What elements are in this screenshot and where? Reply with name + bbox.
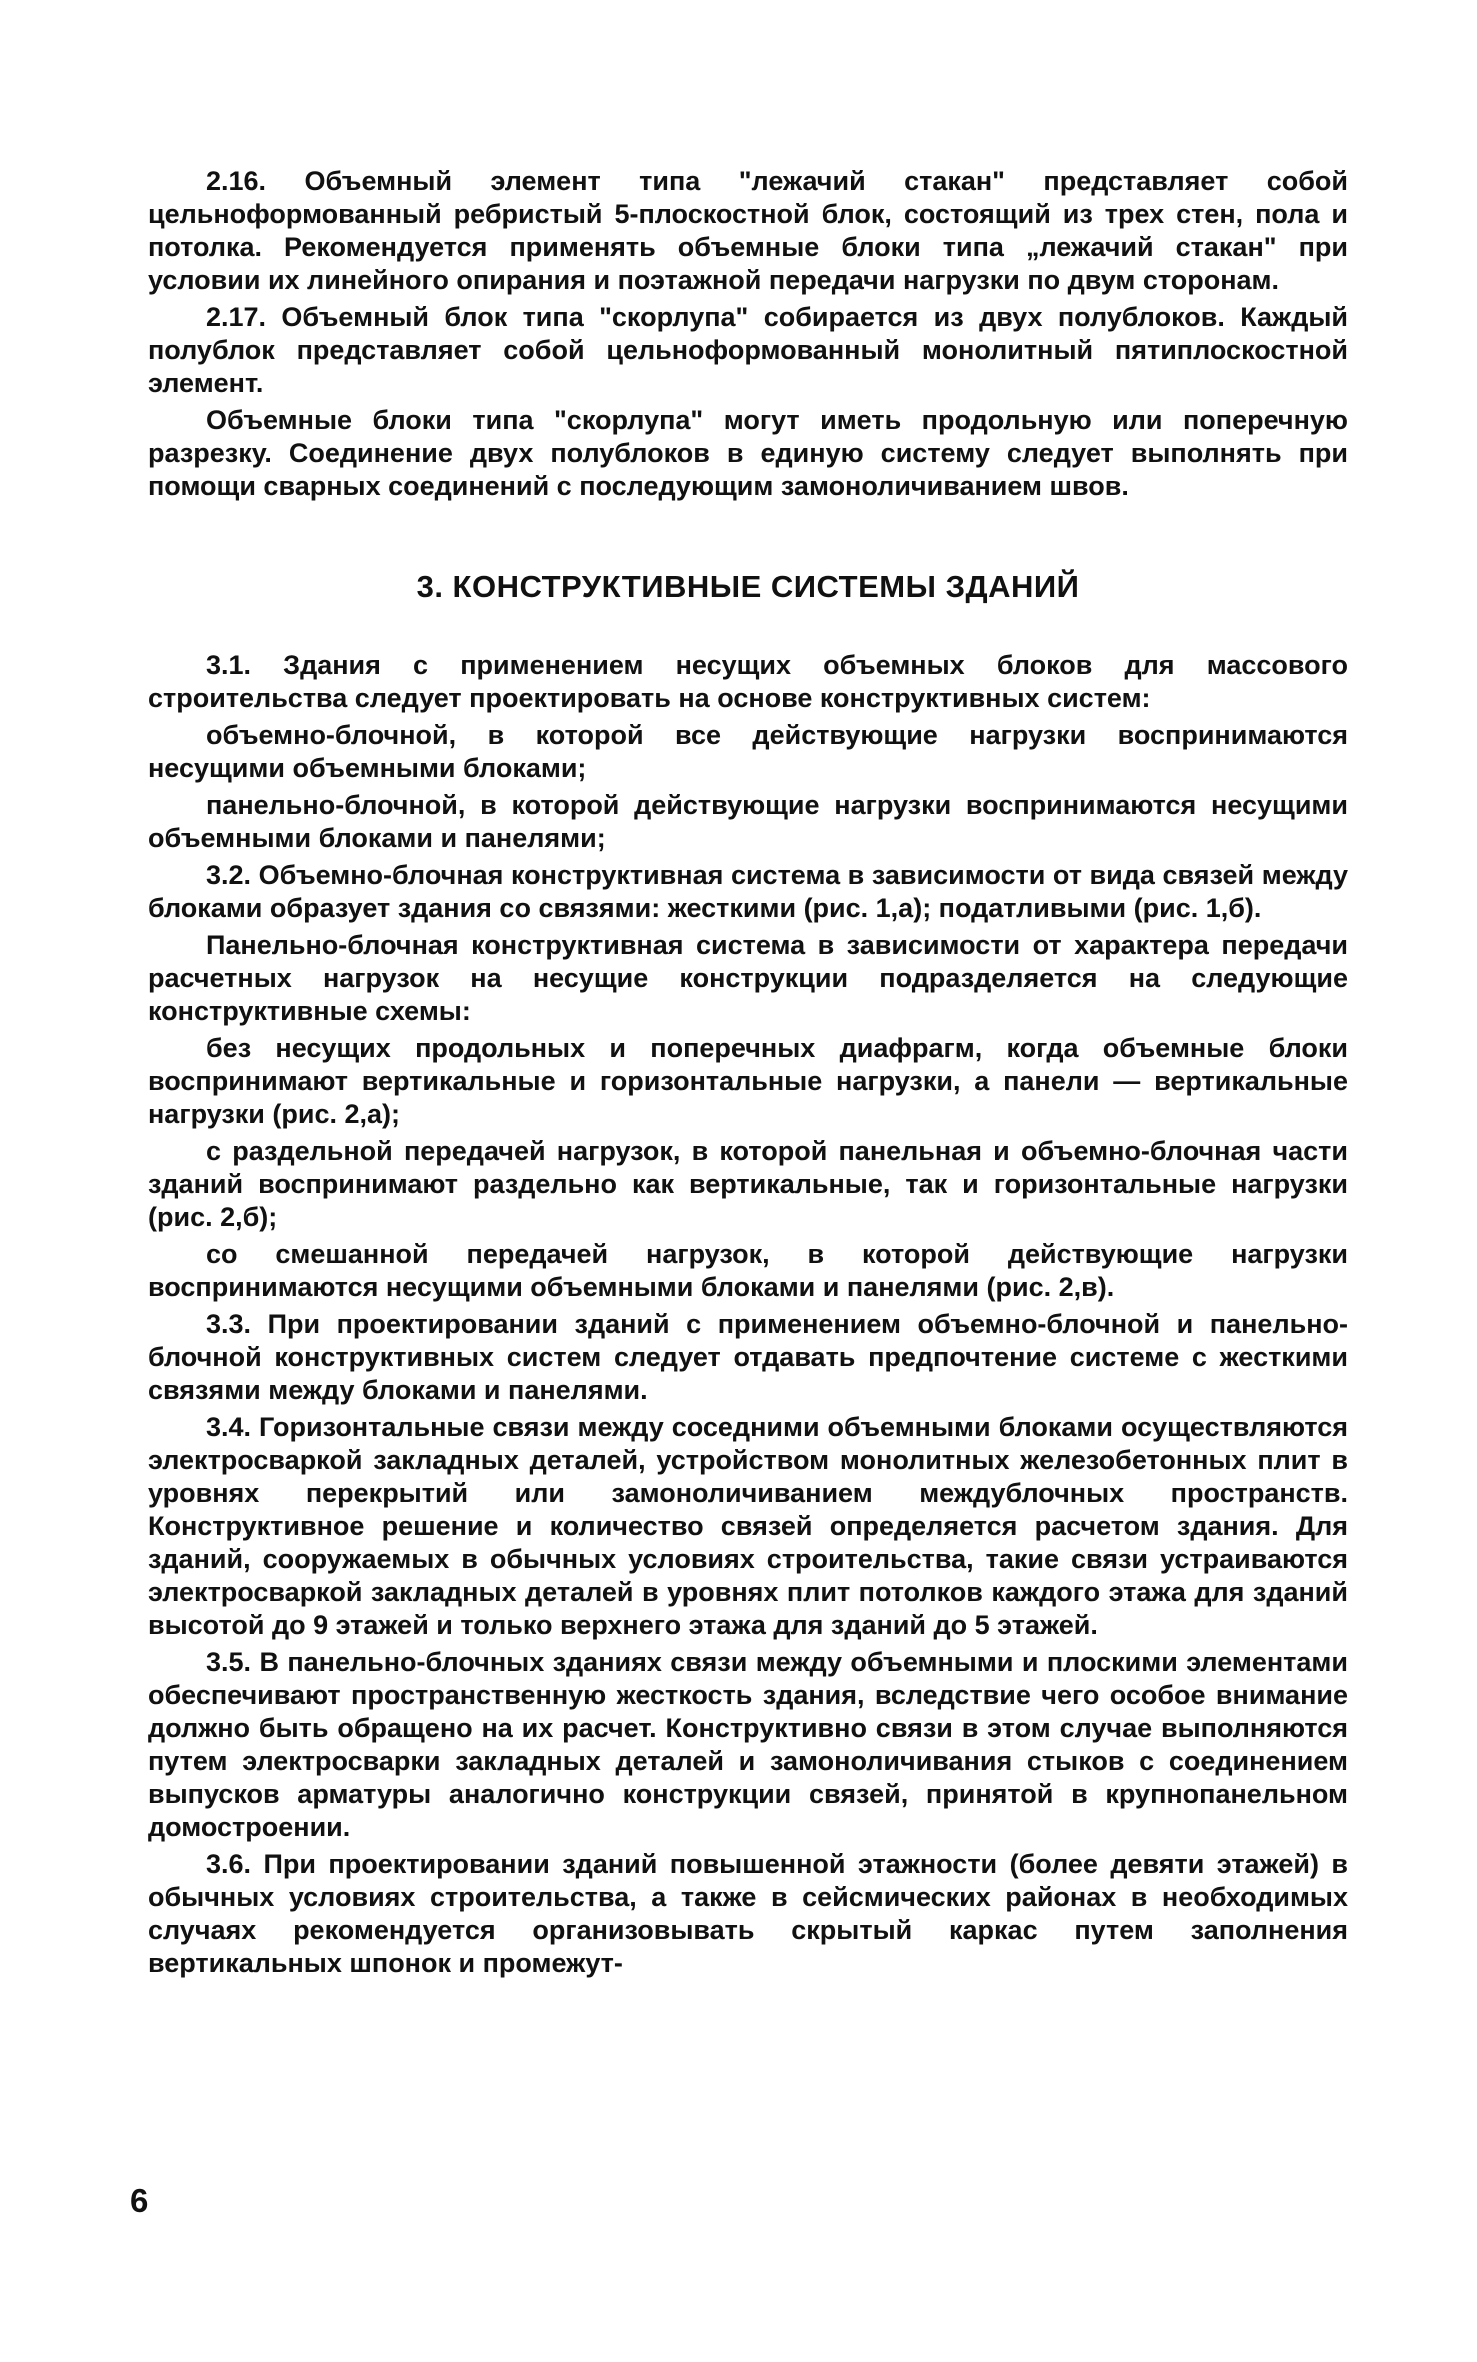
- page-content: [148, 165, 1348, 1984]
- paragraph-3-1: 3.1. Здания с применением несущих объемных блоков для массового строительства следует проектировать на основе конструктивных систем:: [148, 650, 1348, 713]
- list-item-no-diaphragms: без несущих продольных и поперечных диафрагм, когда объемные блоки воспринимают вертикальные и горизонтальные нагрузки, а панели — вертикальные нагрузки (рис. 2,а);: [148, 1033, 1348, 1129]
- paragraph-2-16: 2.16. Объемный элемент типа "лежачий стакан" представляет собой цельноформованный ребристый 5-плоскостной блок, состоящий из трех стен, пола и потолка. Рекомендуется применять объемные блоки типа „лежачий стакан" при условии их линейного опирания и поэтажной передачи нагрузки по двум сторонам.: [148, 166, 1348, 295]
- list-item-separate-transfer: с раздельной передачей нагрузок, в которой панельная и объемно-блочная части зданий воспринимают раздельно как вертикальные, так и горизонтальные нагрузки (рис. 2,б);: [148, 1136, 1348, 1232]
- paragraph-3-3: 3.3. При проектировании зданий с применением объемно-блочной и панельно-блочной конструктивных систем следует отдавать предпочтение системе с жесткими связями между блоками и панелями.: [148, 1309, 1348, 1405]
- paragraph-panel-block-schemes: Панельно-блочная конструктивная система в зависимости от характера передачи расчетных нагрузок на несущие конструкции подразделяется на следующие конструктивные схемы:: [148, 930, 1348, 1026]
- paragraph-3-6: 3.6. При проектировании зданий повышенной этажности (более девяти этажей) в обычных условиях строительства, а также в сейсмических районах в необходимых случаях рекомендуется организовывать скрытый каркас путем заполнения вертикальных шпонок и промежут-: [148, 1849, 1348, 1978]
- page-number: 6: [130, 2182, 149, 2219]
- paragraph-3-4: 3.4. Горизонтальные связи между соседними объемными блоками осуществляются электросваркой закладных деталей, устройством монолитных железобетонных плит в уровнях перекрытий или замоноличиванием междублочных пространств. Конструктивное решение и количество связей определяется расчетом здания. Для зданий, сооружаемых в обычных условиях строительства, такие связи устраиваются электросваркой закладных деталей в уровнях плит потолков каждого этажа для зданий высотой до 9 этажей и только верхнего этажа для зданий до 5 этажей.: [148, 1412, 1348, 1640]
- section-heading: 3. КОНСТРУКТИВНЫЕ СИСТЕМЫ ЗДАНИЙ: [416, 569, 1080, 604]
- paragraph-3-5: 3.5. В панельно-блочных зданиях связи между объемными и плоскими элементами обеспечивают пространственную жесткость здания, вследствие чего особое внимание должно быть обращено на их расчет. Конструктивно связи в этом случае выполняются путем электросварки закладных деталей и замоноличивания стыков с соединением выпусков арматуры аналогично конструкции связей, принятой в крупнопанельном домостроении.: [148, 1647, 1348, 1842]
- paragraph-2-17: 2.17. Объемный блок типа "скорлупа" собирается из двух полублоков. Каждый полублок представляет собой цельноформованный монолитный пятиплоскостной элемент.: [148, 302, 1348, 398]
- paragraph-shell-blocks: Объемные блоки типа "скорлупа" могут иметь продольную или поперечную разрезку. Соединение двух полублоков в единую систему следует выполнять при помощи сварных соединений с последующим замоноличиванием швов.: [148, 405, 1348, 501]
- paragraph-3-2: 3.2. Объемно-блочная конструктивная система в зависимости от вида связей между блоками образует здания со связями: жесткими (рис. 1,а); податливыми (рис. 1,б).: [148, 860, 1348, 923]
- list-item-mixed-transfer: со смешанной передачей нагрузок, в которой действующие нагрузки воспринимаются несущими объемными блоками и панелями (рис. 2,в).: [148, 1239, 1348, 1302]
- list-item-volume-block: объемно-блочной, в которой все действующие нагрузки воспринимаются несущими объемными блоками;: [148, 720, 1348, 783]
- list-item-panel-block: панельно-блочной, в которой действующие нагрузки воспринимаются несущими объемными блоками и панелями;: [148, 790, 1348, 853]
